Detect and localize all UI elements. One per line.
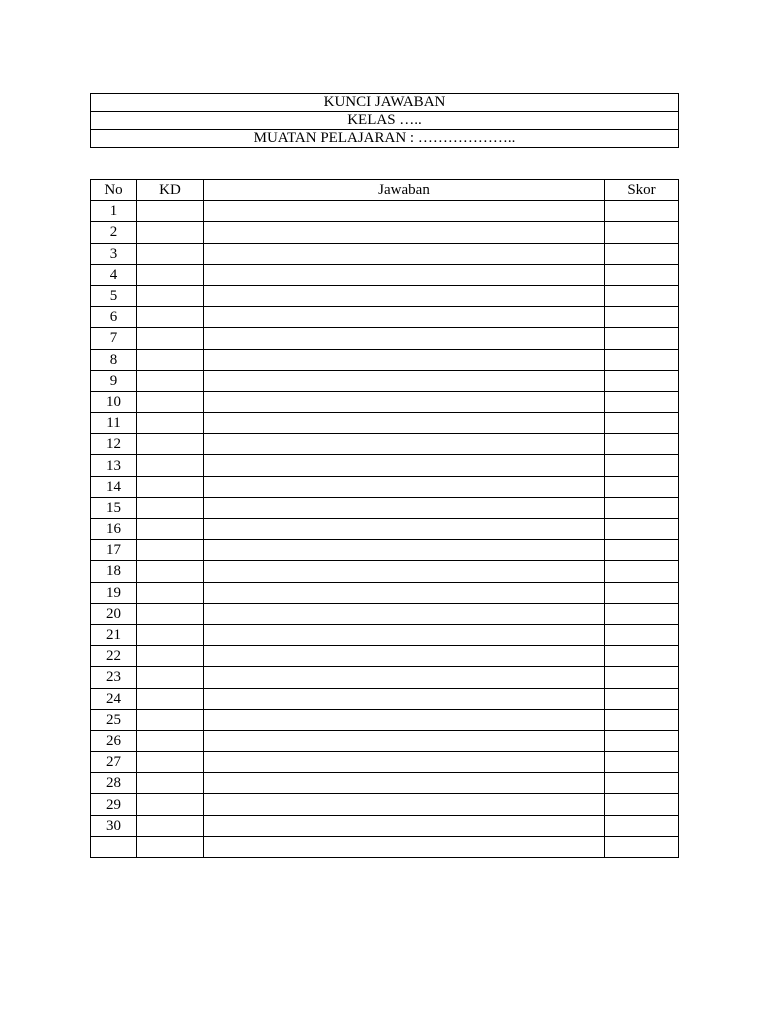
kd-cell[interactable] — [137, 264, 204, 285]
skor-cell[interactable] — [605, 815, 679, 836]
kd-cell[interactable] — [137, 307, 204, 328]
row-number-cell: 9 — [91, 370, 137, 391]
kelas-label: KELAS ….. — [91, 112, 679, 130]
table-row — [91, 391, 679, 412]
skor-cell[interactable] — [605, 285, 679, 306]
jawaban-cell[interactable] — [204, 667, 605, 688]
jawaban-cell[interactable] — [204, 815, 605, 836]
table-row — [91, 561, 679, 582]
skor-cell[interactable] — [605, 434, 679, 455]
skor-cell[interactable] — [605, 307, 679, 328]
table-row — [91, 328, 679, 349]
table-row — [91, 667, 679, 688]
kd-cell[interactable] — [137, 455, 204, 476]
table-row — [91, 646, 679, 667]
row-number-cell: 29 — [91, 794, 137, 815]
table-row — [91, 413, 679, 434]
skor-cell[interactable] — [605, 519, 679, 540]
jawaban-cell[interactable] — [204, 307, 605, 328]
kd-cell[interactable] — [137, 391, 204, 412]
table-row — [91, 370, 679, 391]
kd-cell[interactable] — [137, 476, 204, 497]
jawaban-cell[interactable] — [204, 370, 605, 391]
jawaban-cell[interactable] — [204, 540, 605, 561]
row-number-cell: 12 — [91, 434, 137, 455]
kd-cell[interactable] — [137, 582, 204, 603]
row-number-cell — [91, 836, 137, 857]
table-row — [91, 476, 679, 497]
kd-cell[interactable] — [137, 730, 204, 751]
kd-cell[interactable] — [137, 752, 204, 773]
table-row — [91, 582, 679, 603]
skor-cell[interactable] — [605, 391, 679, 412]
jawaban-cell[interactable] — [204, 328, 605, 349]
column-header-jawaban: Jawaban — [204, 180, 605, 201]
jawaban-cell[interactable] — [204, 201, 605, 222]
skor-cell[interactable] — [605, 752, 679, 773]
jawaban-cell[interactable] — [204, 836, 605, 857]
table-row — [91, 730, 679, 751]
jawaban-cell[interactable] — [204, 391, 605, 412]
skor-cell[interactable] — [605, 561, 679, 582]
row-number-cell: 4 — [91, 264, 137, 285]
kd-cell[interactable] — [137, 773, 204, 794]
answer-key-table — [90, 179, 679, 858]
jawaban-cell[interactable] — [204, 455, 605, 476]
jawaban-cell[interactable] — [204, 413, 605, 434]
skor-cell[interactable] — [605, 349, 679, 370]
row-number-cell: 6 — [91, 307, 137, 328]
table-row — [91, 794, 679, 815]
kd-cell[interactable] — [137, 370, 204, 391]
row-number-cell: 15 — [91, 497, 137, 518]
table-row — [91, 815, 679, 836]
kd-cell[interactable] — [137, 519, 204, 540]
row-number-cell: 13 — [91, 455, 137, 476]
table-row — [91, 285, 679, 306]
kd-cell[interactable] — [137, 540, 204, 561]
kd-cell[interactable] — [137, 243, 204, 264]
row-number-cell: 22 — [91, 646, 137, 667]
kd-cell[interactable] — [137, 561, 204, 582]
skor-cell[interactable] — [605, 646, 679, 667]
skor-cell[interactable] — [605, 222, 679, 243]
row-number-cell: 14 — [91, 476, 137, 497]
table-row — [91, 201, 679, 222]
skor-cell[interactable] — [605, 455, 679, 476]
kd-cell[interactable] — [137, 434, 204, 455]
table-row — [91, 519, 679, 540]
kd-cell[interactable] — [137, 328, 204, 349]
muatan-pelajaran-label: MUATAN PELAJARAN : ……………….. — [91, 130, 679, 148]
column-header-kd: KD — [137, 180, 204, 201]
kd-cell[interactable] — [137, 815, 204, 836]
header-row-title — [91, 94, 679, 112]
skor-cell[interactable] — [605, 582, 679, 603]
skor-cell[interactable] — [605, 794, 679, 815]
jawaban-cell[interactable] — [204, 497, 605, 518]
header-table — [90, 93, 679, 148]
table-header-row — [91, 180, 679, 201]
table-row — [91, 752, 679, 773]
table-row — [91, 264, 679, 285]
row-number-cell: 23 — [91, 667, 137, 688]
table-row — [91, 497, 679, 518]
jawaban-cell[interactable] — [204, 688, 605, 709]
row-number-cell: 8 — [91, 349, 137, 370]
row-number-cell: 18 — [91, 561, 137, 582]
kd-cell[interactable] — [137, 794, 204, 815]
jawaban-cell[interactable] — [204, 561, 605, 582]
skor-cell[interactable] — [605, 667, 679, 688]
skor-cell[interactable] — [605, 497, 679, 518]
row-number-cell: 11 — [91, 413, 137, 434]
kd-cell[interactable] — [137, 624, 204, 645]
jawaban-cell[interactable] — [204, 264, 605, 285]
table-row — [91, 222, 679, 243]
table-row — [91, 836, 679, 857]
kd-cell[interactable] — [137, 836, 204, 857]
jawaban-cell[interactable] — [204, 773, 605, 794]
jawaban-cell[interactable] — [204, 519, 605, 540]
table-row — [91, 349, 679, 370]
jawaban-cell[interactable] — [204, 752, 605, 773]
answer-rows — [91, 201, 679, 858]
jawaban-cell[interactable] — [204, 582, 605, 603]
row-number-cell: 1 — [91, 201, 137, 222]
jawaban-cell[interactable] — [204, 730, 605, 751]
row-number-cell: 26 — [91, 730, 137, 751]
kd-cell[interactable] — [137, 688, 204, 709]
kd-cell[interactable] — [137, 497, 204, 518]
skor-cell[interactable] — [605, 730, 679, 751]
table-row — [91, 243, 679, 264]
kd-cell[interactable] — [137, 222, 204, 243]
jawaban-cell[interactable] — [204, 624, 605, 645]
row-number-cell: 27 — [91, 752, 137, 773]
row-number-cell: 25 — [91, 709, 137, 730]
column-header-skor: Skor — [605, 180, 679, 201]
skor-cell[interactable] — [605, 836, 679, 857]
jawaban-cell[interactable] — [204, 646, 605, 667]
header-row-kelas — [91, 112, 679, 130]
kd-cell[interactable] — [137, 349, 204, 370]
skor-cell[interactable] — [605, 201, 679, 222]
row-number-cell: 3 — [91, 243, 137, 264]
kd-cell[interactable] — [137, 603, 204, 624]
kd-cell[interactable] — [137, 413, 204, 434]
kd-cell[interactable] — [137, 201, 204, 222]
row-number-cell: 28 — [91, 773, 137, 794]
jawaban-cell[interactable] — [204, 349, 605, 370]
skor-cell[interactable] — [605, 370, 679, 391]
row-number-cell: 20 — [91, 603, 137, 624]
skor-cell[interactable] — [605, 688, 679, 709]
table-row — [91, 603, 679, 624]
skor-cell[interactable] — [605, 709, 679, 730]
table-row — [91, 307, 679, 328]
jawaban-cell[interactable] — [204, 285, 605, 306]
skor-cell[interactable] — [605, 603, 679, 624]
table-row — [91, 540, 679, 561]
kd-cell[interactable] — [137, 285, 204, 306]
jawaban-cell[interactable] — [204, 476, 605, 497]
row-number-cell: 10 — [91, 391, 137, 412]
skor-cell[interactable] — [605, 773, 679, 794]
row-number-cell: 30 — [91, 815, 137, 836]
skor-cell[interactable] — [605, 624, 679, 645]
table-row — [91, 455, 679, 476]
row-number-cell: 21 — [91, 624, 137, 645]
row-number-cell: 2 — [91, 222, 137, 243]
skor-cell[interactable] — [605, 540, 679, 561]
skor-cell[interactable] — [605, 243, 679, 264]
table-row — [91, 688, 679, 709]
table-row — [91, 773, 679, 794]
row-number-cell: 24 — [91, 688, 137, 709]
row-number-cell: 7 — [91, 328, 137, 349]
jawaban-cell[interactable] — [204, 794, 605, 815]
skor-cell[interactable] — [605, 413, 679, 434]
row-number-cell: 19 — [91, 582, 137, 603]
row-number-cell: 5 — [91, 285, 137, 306]
jawaban-cell[interactable] — [204, 709, 605, 730]
kd-cell[interactable] — [137, 667, 204, 688]
kd-cell[interactable] — [137, 646, 204, 667]
header-row-muatan — [91, 130, 679, 148]
column-header-no: No — [91, 180, 137, 201]
jawaban-cell[interactable] — [204, 222, 605, 243]
row-number-cell: 16 — [91, 519, 137, 540]
table-row — [91, 624, 679, 645]
jawaban-cell[interactable] — [204, 243, 605, 264]
table-row — [91, 434, 679, 455]
skor-cell[interactable] — [605, 264, 679, 285]
jawaban-cell[interactable] — [204, 603, 605, 624]
document-title: KUNCI JAWABAN — [91, 94, 679, 112]
kd-cell[interactable] — [137, 709, 204, 730]
jawaban-cell[interactable] — [204, 434, 605, 455]
row-number-cell: 17 — [91, 540, 137, 561]
table-row — [91, 709, 679, 730]
skor-cell[interactable] — [605, 328, 679, 349]
skor-cell[interactable] — [605, 476, 679, 497]
